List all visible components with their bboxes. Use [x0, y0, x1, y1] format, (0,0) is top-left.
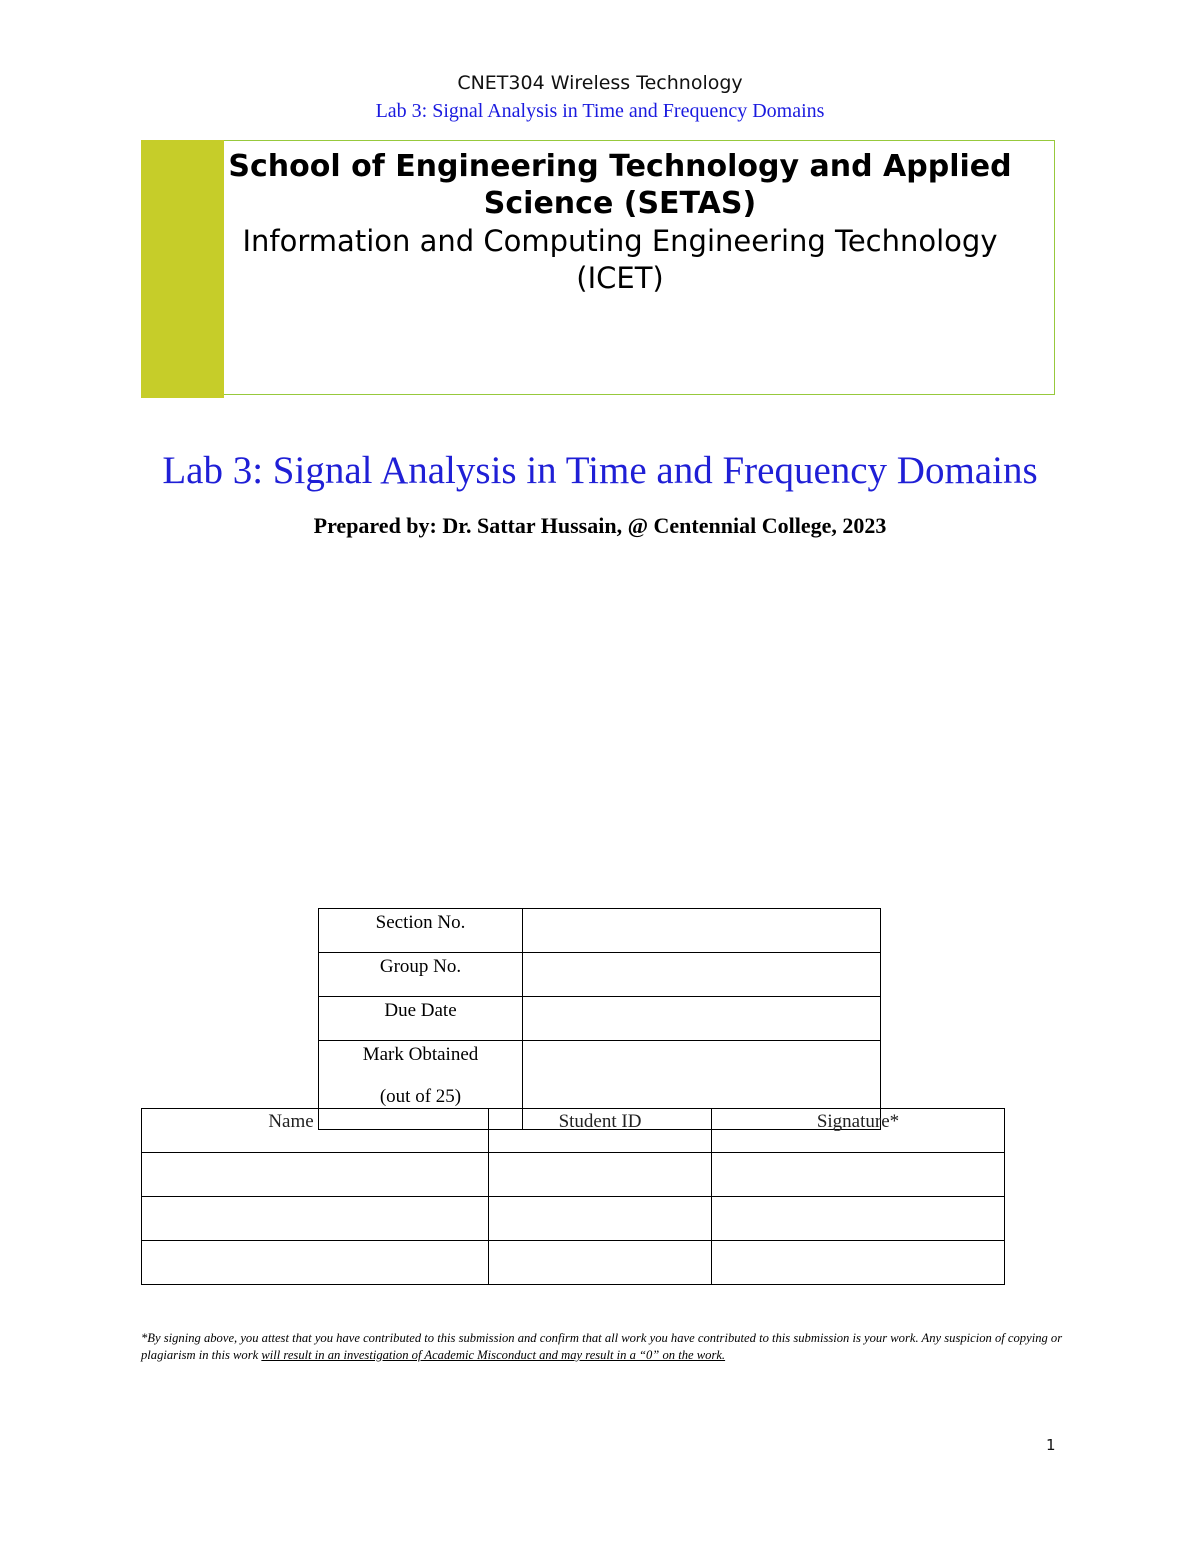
- due-date-label: Due Date: [319, 997, 523, 1041]
- table-row: [319, 997, 881, 1041]
- page-number: 1: [1046, 1436, 1056, 1454]
- lab-title: Lab 3: Signal Analysis in Time and Frequency Domains: [162, 449, 1038, 492]
- footnote-text: *By signing above, you attest that you have contributed to this submission and confirm that all work you have contributed to this submission is your work. Any suspicion of copying or plagiarism in this work: [141, 1331, 1063, 1362]
- student-id-header: [489, 1109, 712, 1153]
- table-row: [319, 953, 881, 997]
- program-name: [210, 223, 1030, 297]
- name-header-text: Name: [268, 1111, 314, 1132]
- header-lab-title: Lab 3: Signal Analysis in Time and Frequency Domains: [375, 100, 825, 122]
- signature-header-text: Signature*: [816, 1111, 900, 1132]
- mark-label-line-2: (out of 25): [379, 1086, 462, 1107]
- program-line-2: (ICET): [576, 261, 664, 295]
- info-table: [318, 908, 881, 1130]
- student-id-header-text: Student ID: [558, 1111, 642, 1132]
- student-id-cell[interactable]: [489, 1241, 712, 1285]
- table-row: [142, 1153, 1005, 1197]
- student-id-cell[interactable]: [489, 1197, 712, 1241]
- table-row: [319, 909, 881, 953]
- attestation-footnote: [141, 1330, 1101, 1364]
- group-field[interactable]: [523, 953, 881, 997]
- prepared-by: Prepared by: Dr. Sattar Hussain, @ Centennial College, 2023: [313, 513, 887, 538]
- name-cell[interactable]: [142, 1153, 489, 1197]
- mark-label-line-1: Mark Obtained: [362, 1044, 479, 1065]
- signature-cell[interactable]: [712, 1241, 1005, 1285]
- name-cell[interactable]: [142, 1197, 489, 1241]
- table-header-row: [142, 1109, 1005, 1153]
- signature-cell[interactable]: [712, 1153, 1005, 1197]
- school-name: [210, 148, 1030, 222]
- school-line-1: School of Engineering Technology and Applied: [228, 149, 1012, 184]
- name-header: [142, 1109, 489, 1153]
- section-label: Section No.: [319, 909, 523, 953]
- group-label: Group No.: [319, 953, 523, 997]
- student-id-cell[interactable]: [489, 1153, 712, 1197]
- program-line-1: Information and Computing Engineering Technology: [242, 224, 998, 258]
- signature-cell[interactable]: [712, 1197, 1005, 1241]
- table-row: [142, 1241, 1005, 1285]
- signature-header: [712, 1109, 1005, 1153]
- section-field[interactable]: [523, 909, 881, 953]
- team-table: [141, 1108, 1005, 1285]
- school-line-2: Science (SETAS): [483, 186, 757, 221]
- table-row: [142, 1197, 1005, 1241]
- header-course-title: CNET304 Wireless Technology: [457, 72, 743, 94]
- footnote-underlined-text: will result in an investigation of Academic Misconduct and may result in a “0” on the work.: [261, 1348, 726, 1362]
- name-cell[interactable]: [142, 1241, 489, 1285]
- due-date-field[interactable]: [523, 997, 881, 1041]
